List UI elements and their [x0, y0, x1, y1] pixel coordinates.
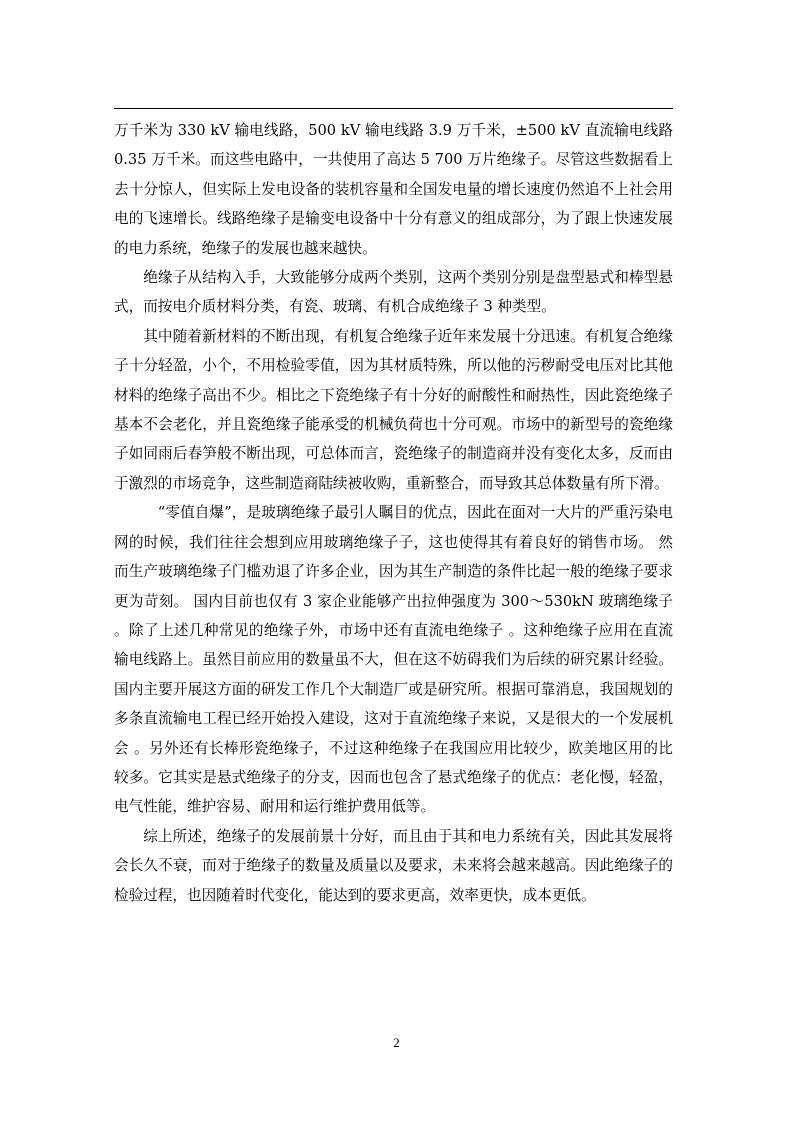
body-text: [114, 116, 673, 910]
header-rule: [114, 108, 673, 109]
page-number: 2: [393, 1035, 400, 1050]
paragraph-composite-and-porcelain: 其中随着新材料的不断出现，有机复合绝缘子近年来发展十分迅速。有机复合绝缘子十分轻盈，小个，不用检验零值，因为其材质特殊，所以他的污秽耐受电压对比其他材料的绝缘子高出不少。相比之下瓷绝缘子有十分好的耐酸性和耐热性，因此瓷绝缘子基本不会老化，并且瓷绝缘子能承受的机械负荷也十分可观。市场中的新型号的瓷绝缘子如同雨后春笋般不断出现，可总体而言，瓷绝缘子的制造商并没有变化太多，反而由于激烈的市场竞争，这些制造商陆续被收购，重新整合，而导致其总体数量有所下滑。: [114, 327, 673, 492]
paragraph-continuation: 万千米为 330 kV 输电线路，500 kV 输电线路 3.9 万千米，±500 kV 直流输电线路 0.35 万千米。而这些电路中，一共使用了高达 5 700 万片绝缘子。尽管这些数据看上去十分惊人，但实际上发电设备的装机容量和全国发电量的增长速度仍然追不上社会用电的飞速增长。线路绝缘子是输变电设备中十分有意义的组成部分，为了跟上快速发展的电力系统，绝缘子的发展也越来越快。: [114, 122, 673, 257]
paragraph-structure-classification: 绝缘子从结构入手，大致能够分成两个类别，这两个类别分别是盘型悬式和棒型悬式，而按电介质材料分类，有瓷、玻璃、有机合成绝缘子 3 种类型。: [114, 269, 673, 316]
paragraph-conclusion: 综上所述，绝缘子的发展前景十分好，而且由于其和电力系统有关，因此其发展将会长久不衰，而对于绝缘子的数量及质量以及要求，未来将会越来越高。因此绝缘子的检验过程，也因随着时代变化，能达到的要求更高，效率更快，成本更低。: [114, 827, 673, 904]
paragraph-glass-and-dc: “零值自爆”，是玻璃绝缘子最引人瞩目的优点，因此在面对一大片的严重污染电网的时候，我们往往会想到应用玻璃绝缘子子，这也使得其有着良好的销售市场。 然而生产玻璃绝缘子门槛劝退了许多企业，因为其生产制造的条件比起一般的绝缘子要求更为苛刻。 国内目前也仅有 3 家企业能够产出拉伸强度为 300～530kN 玻璃绝缘子 。除了上述几种常见的绝缘子外，市场中还有直流电绝缘子 。这种绝缘子应用在直流输电线路上。虽然目前应用的数量虽不大，但在这不妨碍我们为后续的研究累计经验。国内主要开展这方面的研发工作几个大制造厂或是研究所。根据可靠消息，我国规划的多条直流输电工程已经开始投入建设，这对于直流绝缘子来说，又是很大的一个发展机会 。另外还有长棒形瓷绝缘子，不过这种绝缘子在我国应用比较少，欧美地区用的比较多。它其实是悬式绝缘子的分支，因而也包含了悬式绝缘子的优点：老化慢，轻盈，电气性能，维护容易、耐用和运行维护费用低等。: [114, 504, 673, 816]
